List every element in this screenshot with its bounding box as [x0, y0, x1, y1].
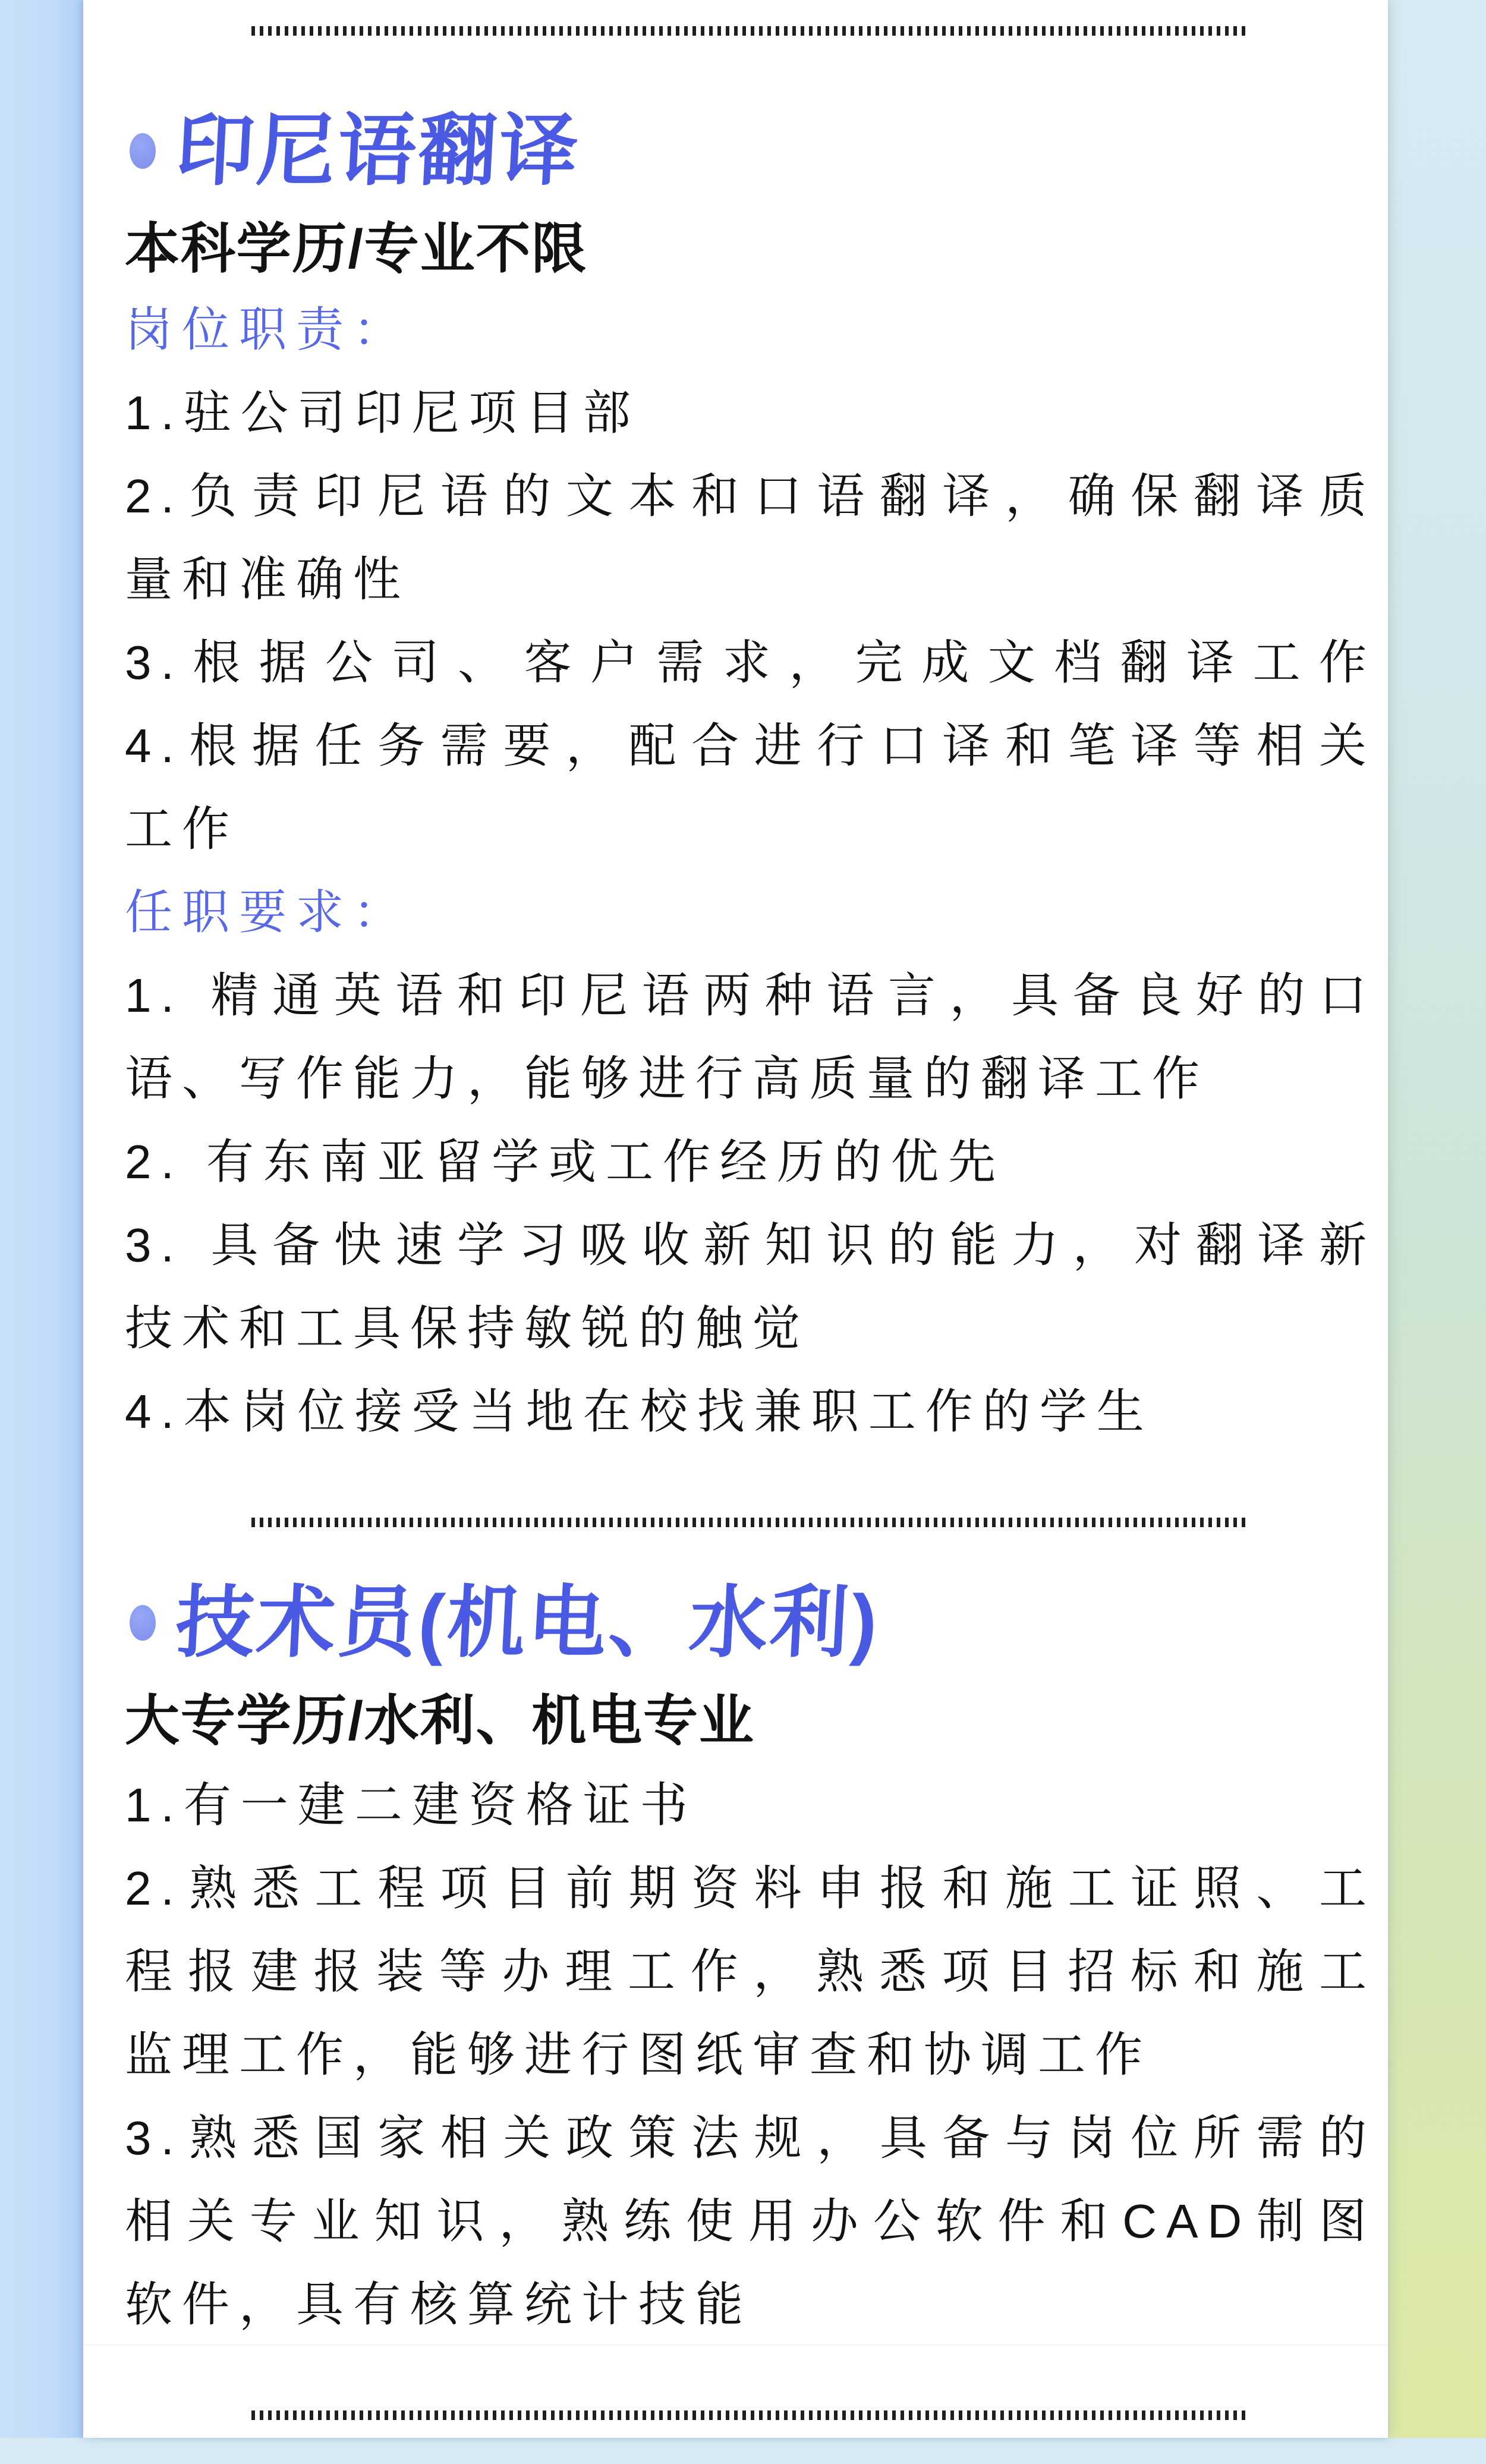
job1-description [125, 288, 1376, 1453]
bullet-dot-icon [130, 133, 156, 169]
poster-content [83, 26, 1388, 2464]
dotted-divider-middle [251, 1518, 1250, 1527]
body-line: 相关专业知识，熟练使用办公软件和CAD制图 [125, 2195, 1376, 2248]
job-title: 印尼语翻译 [174, 107, 583, 194]
body-line: 2.负责印尼语的文本和口语翻译，确保翻译质 [125, 470, 1376, 523]
body-line: 监理工作，能够进行图纸审查和协调工作 [125, 2028, 1152, 2081]
job-title: 技术员(机电、水利) [174, 1579, 882, 1666]
body-line: 3.根据公司、客户需求，完成文档翻译工作 [125, 636, 1376, 689]
dotted-divider-bottom [251, 2410, 1250, 2420]
job1-title-row [130, 106, 1376, 196]
body-line: 1.有一建二建资格证书 [125, 1779, 697, 1832]
body-line: 软件，具有核算统计技能 [125, 2278, 753, 2331]
dotted-divider-top [251, 26, 1250, 36]
body-line: 语、写作能力，能够进行高质量的翻译工作 [125, 1052, 1209, 1105]
body-line: 工作 [125, 803, 239, 855]
bullet-dot-icon [130, 1605, 156, 1641]
section-label: 岗位职责： [125, 303, 410, 356]
job2-description [125, 1764, 1376, 2346]
body-line: 3. 具备快速学习吸收新知识的能力，对翻译新 [125, 1219, 1376, 1272]
body-line: 3.熟悉国家相关政策法规，具备与岗位所需的 [125, 2111, 1376, 2164]
body-line: 1.驻公司印尼项目部 [125, 386, 640, 439]
background-left-strip [0, 0, 89, 2438]
body-line: 2.熟悉工程项目前期资料申报和施工证照、工 [125, 1862, 1376, 1915]
body-line: 量和准确性 [125, 553, 410, 606]
job2-title-row [130, 1578, 1376, 1667]
section-label: 任职要求： [125, 886, 410, 939]
body-line: 1. 精通英语和印尼语两种语言，具备良好的口 [125, 969, 1376, 1022]
body-line: 程报建报装等办理工作，熟悉项目招标和施工 [125, 1945, 1376, 1998]
job-subtitle: 本科学历/专业不限 [125, 219, 588, 279]
content-card [83, 0, 1388, 2438]
body-line: 4.本岗位接受当地在校找兼职工作的学生 [125, 1385, 1154, 1438]
body-line: 技术和工具保持敏锐的触觉 [125, 1302, 810, 1355]
job-subtitle: 大专学历/水利、机电专业 [125, 1691, 755, 1751]
body-line: 4.根据任务需要，配合进行口译和笔译等相关 [125, 719, 1376, 772]
body-line: 2. 有东南亚留学或工作经历的优先 [125, 1135, 1005, 1188]
